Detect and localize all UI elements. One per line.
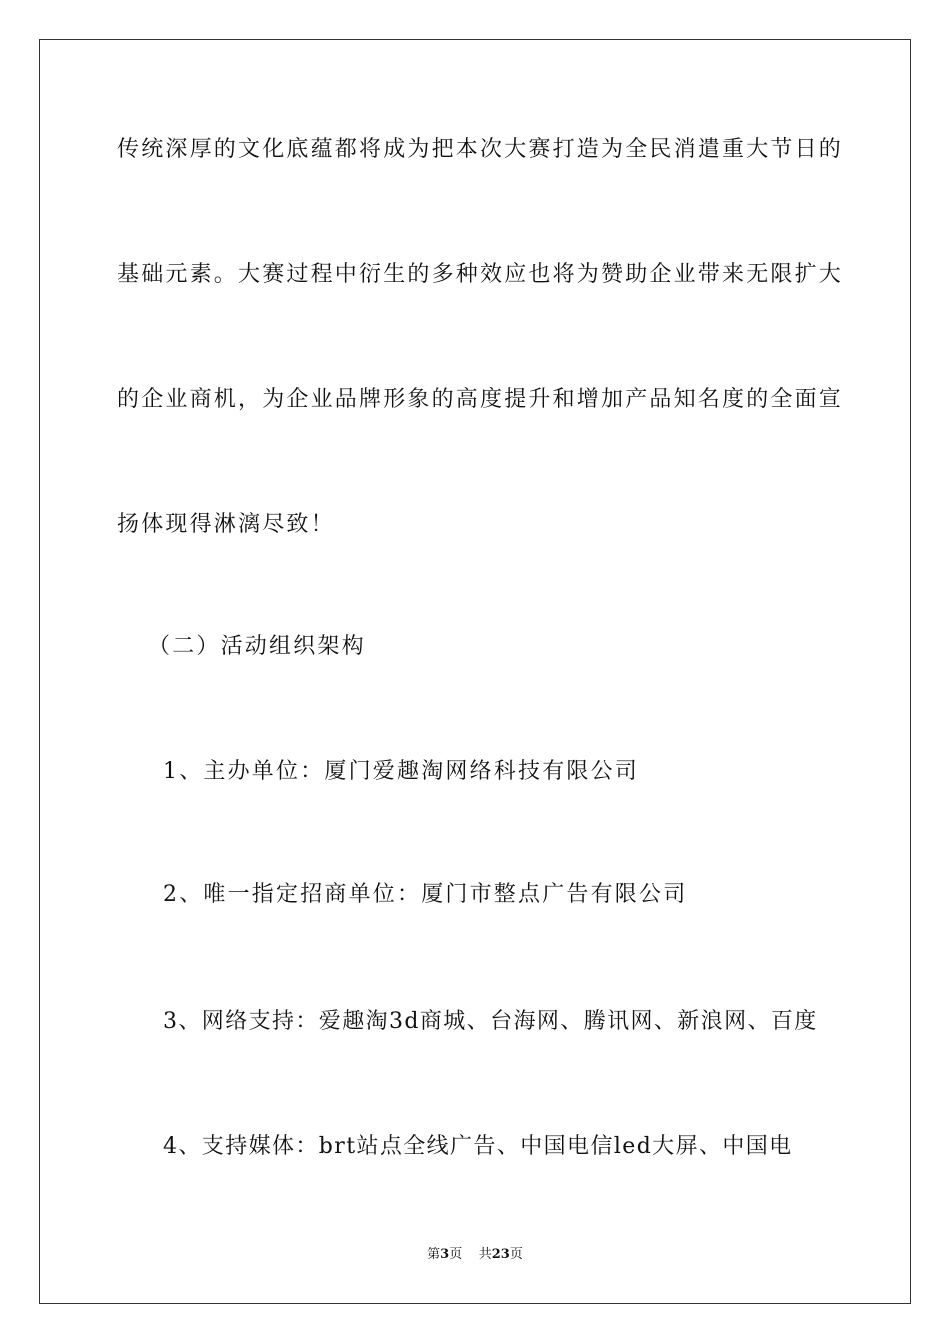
footer-total-suffix: 页 bbox=[509, 1247, 523, 1262]
paragraph-line-4: 扬体现得淋漓尽致！ bbox=[117, 512, 335, 537]
footer-total-pages: 23 bbox=[491, 1247, 510, 1262]
list-item-organizer: 1、主办单位：厦门爱趣淘网络科技有限公司 bbox=[163, 759, 639, 784]
footer-page-number: 3 bbox=[440, 1247, 450, 1262]
section-heading: （二）活动组织架构 bbox=[148, 634, 366, 659]
paragraph-line-2: 基础元素。大赛过程中衍生的多种效应也将为赞助企业带来无限扩大 bbox=[117, 262, 844, 287]
list-item-network-support: 3、网络支持：爱趣淘3d商城、台海网、腾讯网、新浪网、百度 bbox=[163, 1009, 818, 1034]
footer-total-prefix: 共 bbox=[478, 1247, 492, 1262]
footer-page-suffix: 页 bbox=[449, 1247, 463, 1262]
footer-page-prefix: 第 bbox=[427, 1247, 441, 1262]
paragraph-line-3: 的企业商机，为企业品牌形象的高度提升和增加产品知名度的全面宣 bbox=[117, 387, 844, 412]
paragraph-line-1: 传统深厚的文化底蕴都将成为把本次大赛打造为全民消遣重大节日的 bbox=[117, 137, 844, 162]
list-item-sponsor-agent: 2、唯一指定招商单位：厦门市整点广告有限公司 bbox=[163, 882, 688, 907]
page-border bbox=[39, 39, 911, 1304]
page-footer bbox=[0, 1246, 950, 1264]
list-item-media-support: 4、支持媒体：brt站点全线广告、中国电信led大屏、中国电 bbox=[163, 1134, 793, 1159]
